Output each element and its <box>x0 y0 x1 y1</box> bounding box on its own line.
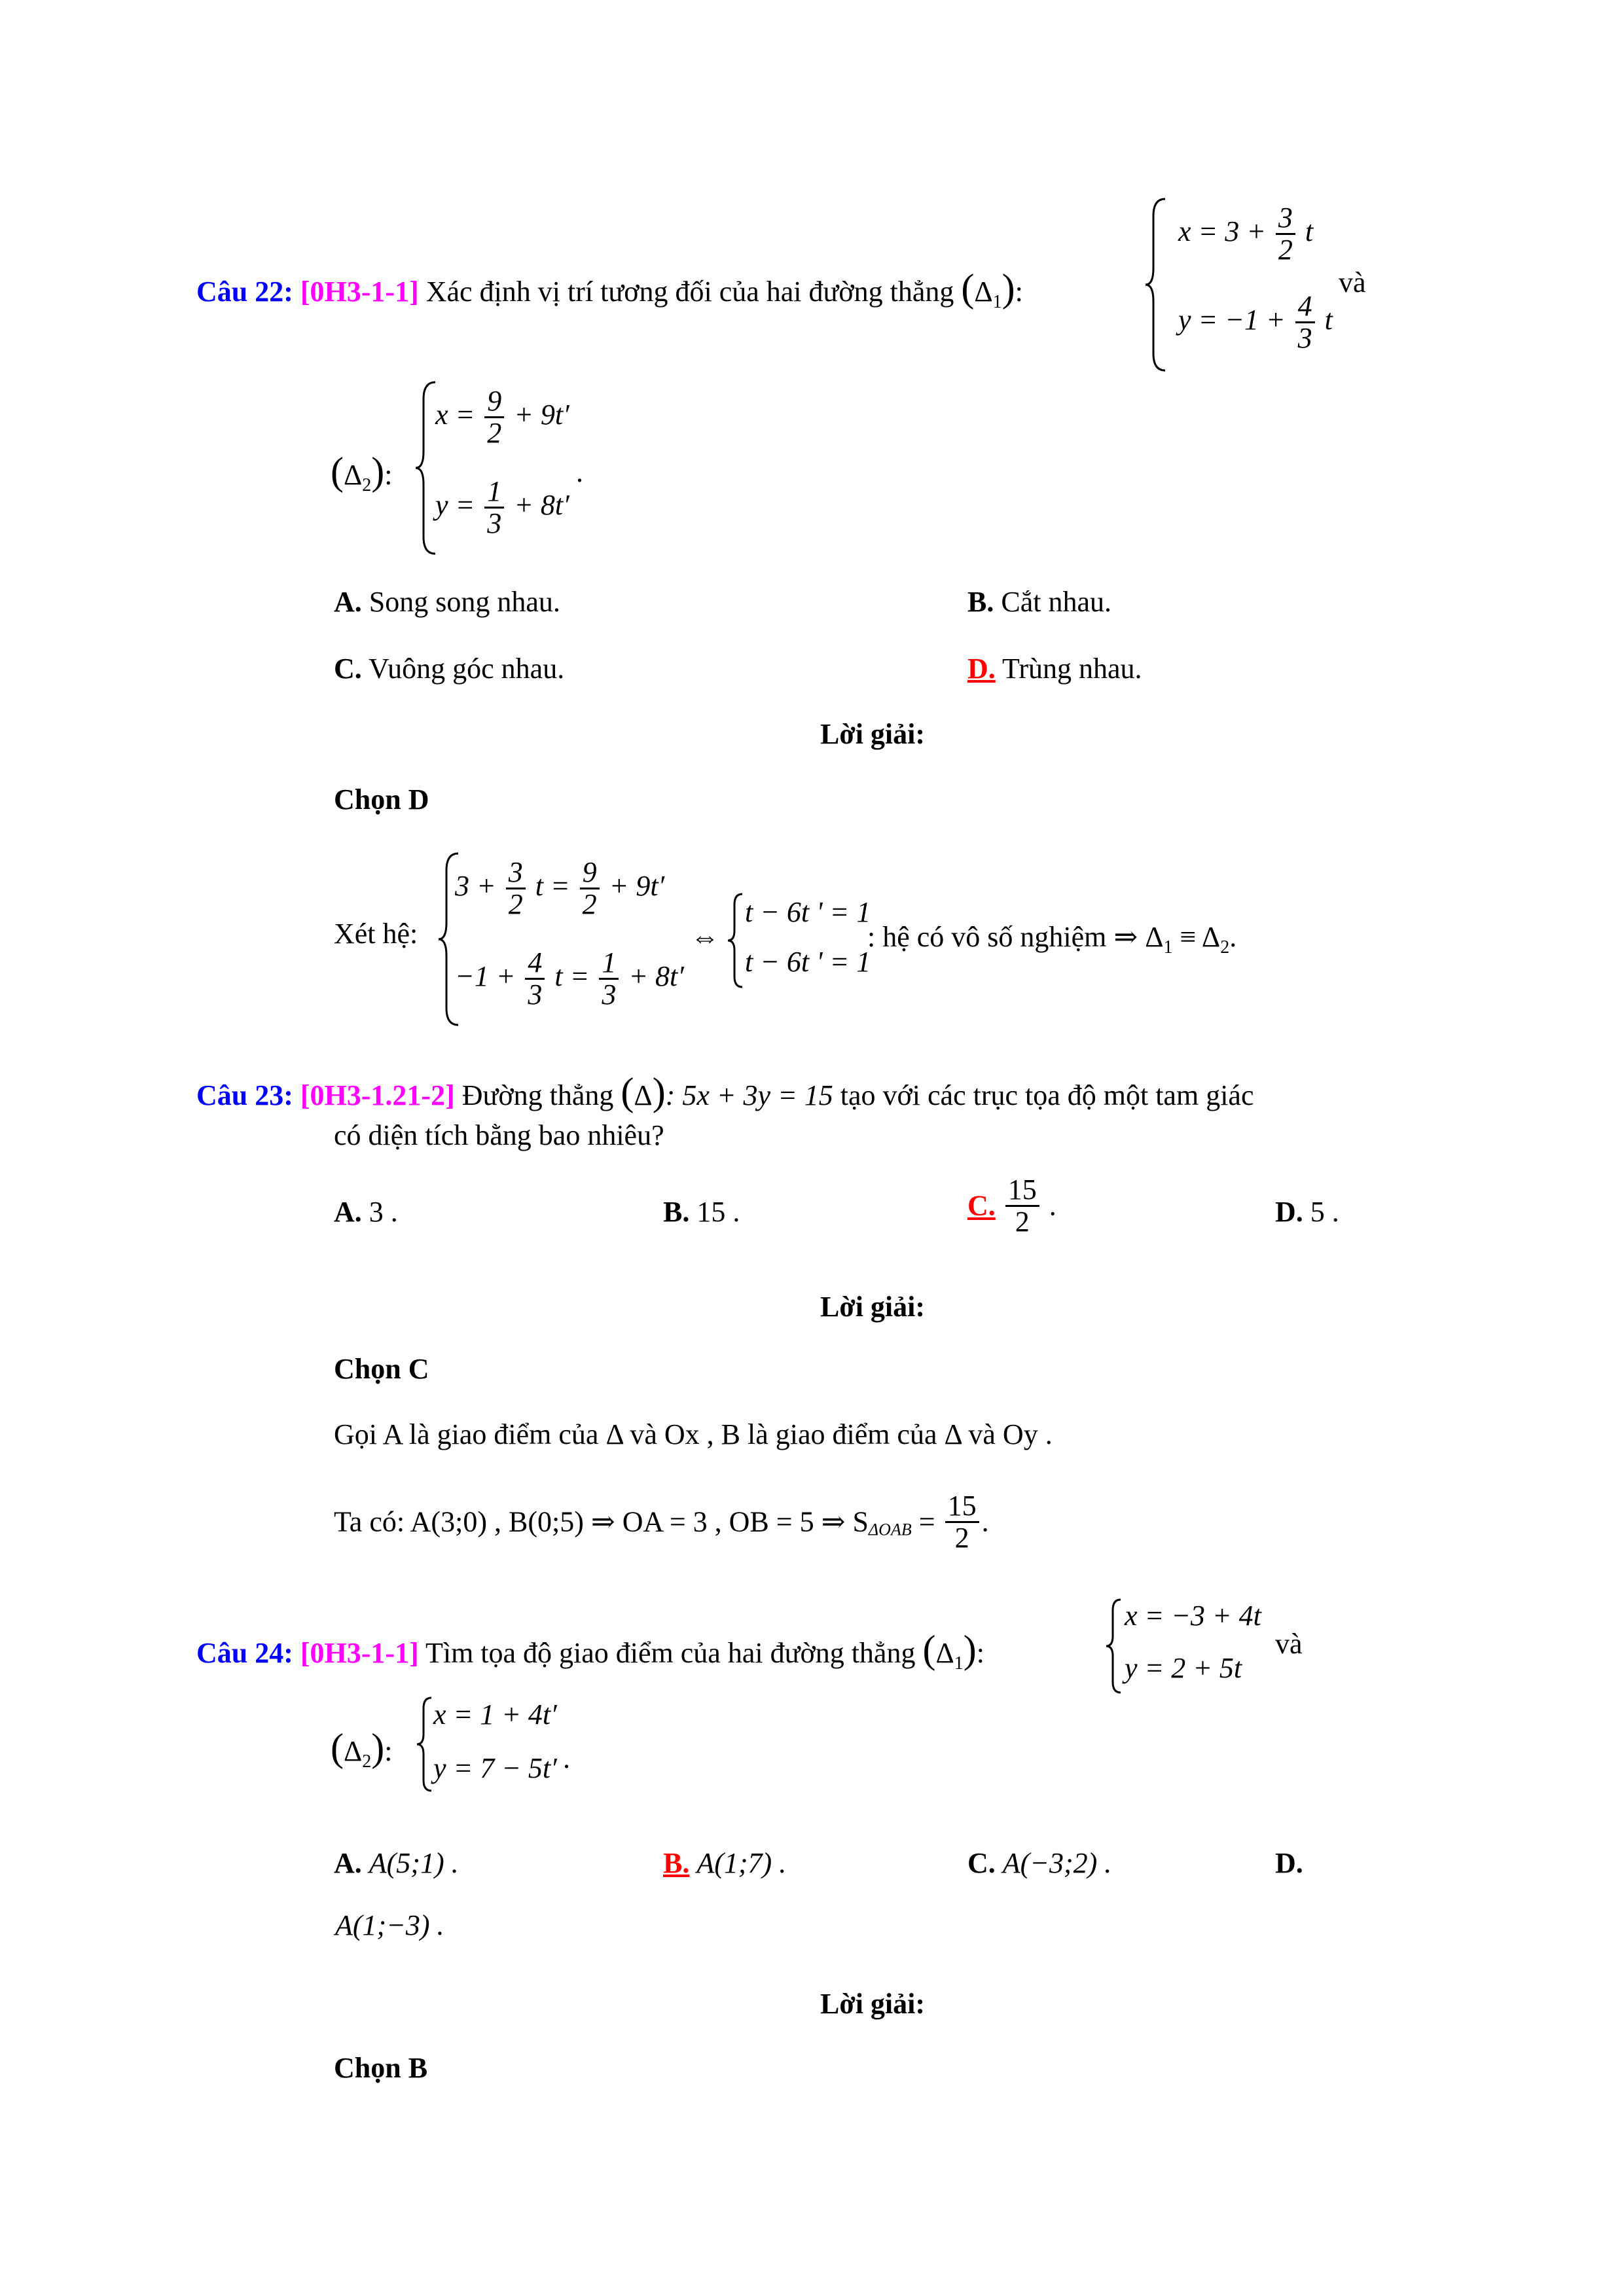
frac-num: 15 <box>1005 1175 1039 1207</box>
option-text: A(−3;2) . <box>1002 1847 1112 1879</box>
delta2-x-eq: x = 1 + 4t′ <box>433 1698 557 1731</box>
fraction <box>484 476 504 539</box>
eq-part: 3 + <box>455 869 496 902</box>
question-label: Câu 24: <box>196 1637 293 1669</box>
conclusion-text: : hệ có vô số nghiệm ⇒ Δ <box>867 921 1164 953</box>
option-letter: C. <box>967 1189 996 1222</box>
end-dot: . <box>981 1505 989 1538</box>
option-text: Cắt nhau. <box>1001 586 1111 618</box>
option-letter: C. <box>334 653 362 685</box>
option-text: A(5;1) . <box>369 1847 459 1879</box>
frac-den: 2 <box>487 417 502 450</box>
fraction <box>484 386 504 448</box>
system-brace <box>1105 1597 1125 1695</box>
eq-part: −1 + <box>455 960 516 992</box>
eq-lhs: x = 3 + <box>1178 215 1266 247</box>
frac-num: 3 <box>1276 203 1295 235</box>
frac-num: 1 <box>484 476 504 509</box>
frac-den: 3 <box>602 978 617 1011</box>
frac-num: 15 <box>945 1491 979 1523</box>
delta2-x-eq <box>435 386 569 448</box>
frac-den: 2 <box>954 1522 969 1554</box>
fraction <box>945 1491 979 1553</box>
frac-num: 1 <box>599 948 619 980</box>
question-text-2: tạo với các trục tọa độ một tam giác <box>840 1079 1254 1111</box>
chosen-answer: Chọn B <box>334 2052 428 2084</box>
solution-eq-2 <box>455 948 684 1010</box>
option-text: A(1;7) . <box>696 1847 787 1879</box>
frac-den: 2 <box>582 888 597 921</box>
eq-sign: = <box>911 1505 935 1538</box>
option-d-text[interactable]: A(1;−3) . <box>335 1909 444 1941</box>
frac-den: 2 <box>1278 234 1293 266</box>
fraction <box>1276 203 1295 265</box>
question-tag: [0H3-1-1] <box>300 1637 419 1669</box>
delta2-label: $(\Delta_2)$: <box>331 450 393 495</box>
fraction <box>580 857 600 920</box>
option-text: 5 . <box>1310 1196 1339 1228</box>
frac-den: 3 <box>1297 322 1312 355</box>
delta1-y-eq <box>1178 291 1333 353</box>
solution-title: Lời giải: <box>820 1291 926 1323</box>
fraction <box>506 857 526 920</box>
system-brace <box>416 1695 435 1793</box>
eq-rest: + 8t′ <box>514 488 569 521</box>
eq-rest: + 9t′ <box>514 398 569 431</box>
question-24-header: Câu 24: [0H3-1-1] Tìm tọa độ giao điểm của hai đường thẳng $(\Delta_1)$: <box>196 1628 984 1674</box>
eq-var: t <box>1324 303 1333 336</box>
option-text: Trùng nhau. <box>1002 653 1142 685</box>
delta2-sub: 2 <box>362 475 372 495</box>
question-text: Đường thẳng <box>461 1079 614 1111</box>
frac-num: 4 <box>525 948 545 980</box>
option-letter: A. <box>334 1196 362 1228</box>
fraction <box>525 948 545 1010</box>
option-text: 15 . <box>696 1196 740 1228</box>
solution-text: Ta có: A(3;0) , B(0;5) ⇒ OA = 3 , OB = 5 ⇒ S <box>334 1505 869 1538</box>
eq-lhs: x = <box>435 398 475 431</box>
delta1-symbol: Δ <box>974 276 993 308</box>
sub: 2 <box>1220 937 1230 958</box>
frac-num: 3 <box>506 857 526 889</box>
option-a[interactable] <box>334 1198 398 1227</box>
delta1-y-eq: y = 2 + 5t <box>1125 1652 1242 1684</box>
option-d-correct[interactable] <box>967 655 1142 683</box>
end-dot: . <box>1229 921 1237 953</box>
option-letter: B. <box>663 1847 690 1879</box>
option-d-letter[interactable]: D. <box>1275 1847 1303 1879</box>
eq-part: + 8t′ <box>628 960 684 992</box>
delta1-sub: 1 <box>992 291 1002 312</box>
option-letter: B. <box>967 586 994 618</box>
delta2-symbol: Δ <box>343 1735 363 1767</box>
delta1-symbol: Δ <box>935 1637 954 1669</box>
option-letter: A. <box>334 586 362 618</box>
frac-den: 2 <box>508 888 523 921</box>
option-c[interactable] <box>334 655 564 683</box>
question-tag: [0H3-1.21-2] <box>300 1079 455 1111</box>
delta2-sub: 2 <box>362 1751 372 1772</box>
option-c[interactable] <box>967 1849 1111 1878</box>
question-text: Xác định vị trí tương đối của hai đường thẳng <box>425 276 954 308</box>
end-dot: . <box>576 456 583 488</box>
option-d[interactable] <box>1275 1198 1339 1227</box>
conclusion-mid: ≡ Δ <box>1172 921 1221 953</box>
fraction <box>599 948 619 1010</box>
question-label: Câu 22: <box>196 276 293 308</box>
question-text-3: có diện tích bằng bao nhiêu? <box>334 1119 664 1151</box>
equivalence-symbol: ⇔ <box>691 921 719 953</box>
option-b[interactable] <box>663 1198 740 1227</box>
option-b-correct[interactable] <box>663 1849 786 1878</box>
option-letter: C. <box>967 1847 996 1879</box>
delta2-symbol: Δ <box>343 459 363 491</box>
eq-part: + 9t′ <box>609 869 665 902</box>
option-text: 3 . <box>369 1196 398 1228</box>
solution-title: Lời giải: <box>820 1988 926 2020</box>
option-text: Vuông góc nhau. <box>369 653 565 685</box>
solution-line-1: Gọi A là giao điểm của Δ và Ox , B là giao điểm của Δ và Oy . <box>334 1418 1053 1450</box>
conjunction: và <box>1339 266 1366 298</box>
question-23-header: Câu 23: [0H3-1.21-2] Đường thẳng (Δ): 5x + 3y = 15 tạo với các trục tọa độ một tam giác <box>196 1070 1254 1113</box>
sub: ΔOAB <box>868 1520 912 1539</box>
system-brace <box>1144 196 1170 373</box>
end-dot: . <box>563 1742 570 1774</box>
reduced-eq-2: t − 6t ' = 1 <box>745 946 871 978</box>
solution-eq-1 <box>455 857 664 920</box>
delta1-x-eq: x = −3 + 4t <box>1125 1600 1261 1632</box>
delta2-y-eq: y = 7 − 5t′ <box>433 1752 557 1784</box>
eq-part: t = <box>554 960 590 992</box>
solution-line-2 <box>334 1491 989 1553</box>
option-letter: D. <box>967 653 996 685</box>
chosen-answer: Chọn D <box>334 783 429 816</box>
option-c-correct[interactable] <box>967 1175 1056 1237</box>
sub: 1 <box>1163 937 1173 958</box>
fraction <box>1005 1175 1039 1237</box>
eq-lhs: y = <box>435 488 475 521</box>
eq-lhs: y = −1 + <box>1178 303 1286 336</box>
frac-num: 9 <box>484 386 504 418</box>
conclusion <box>867 923 1236 957</box>
option-letter: A. <box>334 1847 362 1879</box>
delta2-label: $(\Delta_2)$: <box>331 1726 393 1772</box>
solution-title: Lời giải: <box>820 718 926 750</box>
consider-label: Xét hệ: <box>334 918 418 950</box>
line-equation: : 5x + 3y = 15 <box>665 1079 833 1111</box>
question-label: Câu 23: <box>196 1079 293 1111</box>
question-text: Tìm tọa độ giao điểm của hai đường thẳng <box>425 1637 916 1669</box>
frac-den: 3 <box>487 507 502 540</box>
delta1-sub: 1 <box>954 1653 964 1674</box>
option-letter: B. <box>663 1196 690 1228</box>
conjunction: và <box>1275 1628 1303 1660</box>
option-b[interactable] <box>967 588 1111 617</box>
eq-part: t = <box>535 869 570 902</box>
option-a[interactable] <box>334 588 560 617</box>
frac-num: 9 <box>580 857 600 889</box>
reduced-eq-1: t − 6t ' = 1 <box>745 896 871 928</box>
chosen-answer: Chọn C <box>334 1353 429 1385</box>
fraction <box>1295 291 1315 353</box>
frac-num: 4 <box>1295 291 1315 323</box>
option-a[interactable] <box>334 1849 459 1878</box>
question-tag: [0H3-1-1] <box>300 276 419 308</box>
eq-var: t <box>1305 215 1314 247</box>
option-text: Song song nhau. <box>369 586 560 618</box>
frac-den: 3 <box>528 978 543 1011</box>
system-brace <box>727 891 746 990</box>
option-letter: D. <box>1275 1196 1303 1228</box>
option-text: . <box>1049 1189 1056 1222</box>
question-22-header: Câu 22: [0H3-1-1] Xác định vị trí tương đối của hai đường thẳng $(\Delta_1)$: <box>196 266 1023 312</box>
delta1-x-eq <box>1178 203 1313 265</box>
delta2-y-eq <box>435 476 569 539</box>
frac-den: 2 <box>1015 1206 1030 1238</box>
line-symbol: Δ <box>634 1079 653 1111</box>
